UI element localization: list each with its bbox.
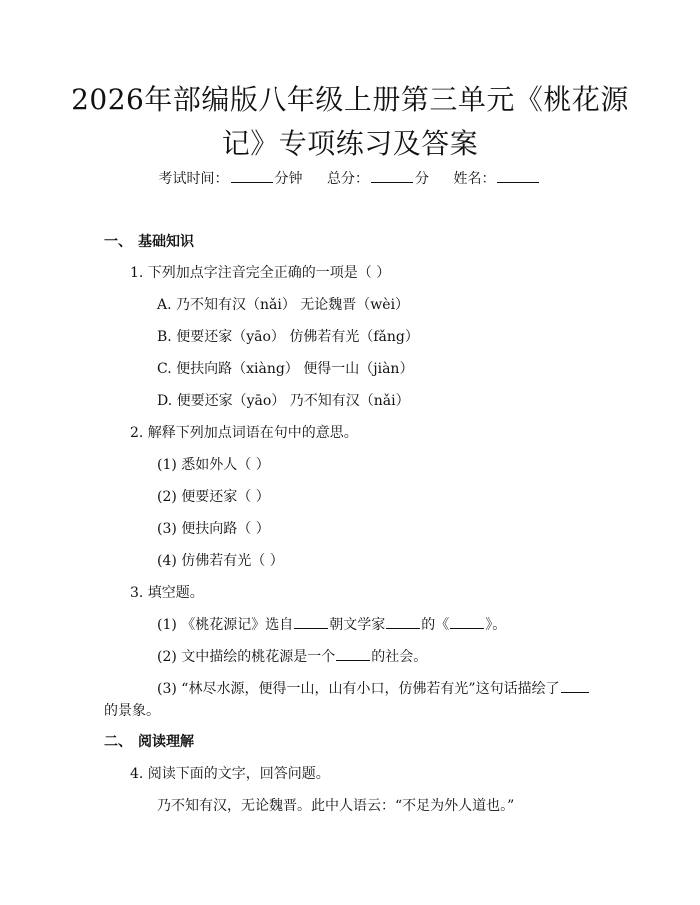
- time-unit: 分钟: [274, 171, 303, 187]
- exam-time: [159, 171, 303, 187]
- q3-item-2-part-b: 的社会。: [371, 649, 428, 665]
- q2-item-4: (4) 仿佛若有光（ ）: [157, 553, 284, 569]
- fill-blank: [294, 616, 328, 629]
- section-number: 二、: [104, 734, 132, 750]
- option-d: D. 便要还家（yāo） 乃不知有汉（nǎi）: [157, 393, 410, 409]
- q3-item-3-continuation: 的景象。: [104, 703, 160, 719]
- q3-item-3: [157, 678, 590, 698]
- q3-item-1: [157, 614, 506, 634]
- option-a: A. 乃不知有汉（nǎi） 无论魏晋（wèi）: [157, 297, 410, 313]
- question-1: 1. 下列加点字注音完全正确的一项是（ ）: [130, 265, 391, 281]
- section-number: 一、: [104, 234, 132, 250]
- title-line-2: 记》专项练习及答案: [221, 127, 479, 160]
- q3-item-2: [157, 646, 427, 666]
- reading-passage: 乃不知有汉，无论魏晋。此中人语云：“不足为外人道也。”: [157, 798, 515, 814]
- section-heading-basic-knowledge: [104, 231, 194, 251]
- exam-meta: [0, 168, 700, 188]
- q3-item-2-part-a: (2) 文中描绘的桃花源是一个: [157, 649, 336, 665]
- fill-blank: [386, 616, 420, 629]
- q2-item-3: (3) 便扶向路（ ）: [157, 521, 270, 537]
- q3-item-1-part-a: (1) 《桃花源记》选自: [157, 617, 294, 633]
- fill-blank: [450, 616, 484, 629]
- q3-item-3-part-a: (3) “林尽水源，便得一山，山有小口，仿佛若有光”这句话描绘了: [157, 681, 560, 697]
- option-c: C. 便扶向路（xiàng） 便得一山（jiàn）: [157, 361, 414, 377]
- q2-item-1: (1) 悉如外人（ ）: [157, 457, 270, 473]
- name-label: 姓名：: [453, 171, 496, 187]
- score-blank: [371, 170, 413, 183]
- section-heading-reading: [104, 731, 194, 751]
- section-title: 阅读理解: [138, 734, 194, 750]
- fill-blank: [561, 680, 589, 693]
- q3-item-1-part-d: 》。: [485, 617, 507, 633]
- option-b: B. 便要还家（yāo） 仿佛若有光（fǎng）: [157, 329, 419, 345]
- time-label: 考试时间：: [158, 171, 229, 187]
- q2-item-2: (2) 便要还家（ ）: [157, 489, 270, 505]
- title-line-1: 2026年部编版八年级上册第三单元《桃花源: [71, 83, 629, 116]
- q3-item-1-part-c: 的《: [421, 617, 450, 633]
- total-score: [327, 171, 429, 187]
- score-label: 总分：: [327, 171, 369, 187]
- section-title: 基础知识: [138, 234, 194, 250]
- fill-blank: [336, 648, 370, 661]
- q3-item-1-part-b: 朝文学家: [329, 617, 386, 633]
- question-2: 2. 解释下列加点词语在句中的意思。: [130, 425, 358, 441]
- question-3: 3. 填空题。: [130, 585, 204, 601]
- document-title: [60, 78, 640, 166]
- student-name: [453, 171, 541, 187]
- name-blank: [497, 170, 539, 183]
- time-blank: [231, 170, 273, 183]
- question-4: 4. 阅读下面的文字，回答问题。: [130, 766, 330, 782]
- score-unit: 分: [415, 171, 429, 187]
